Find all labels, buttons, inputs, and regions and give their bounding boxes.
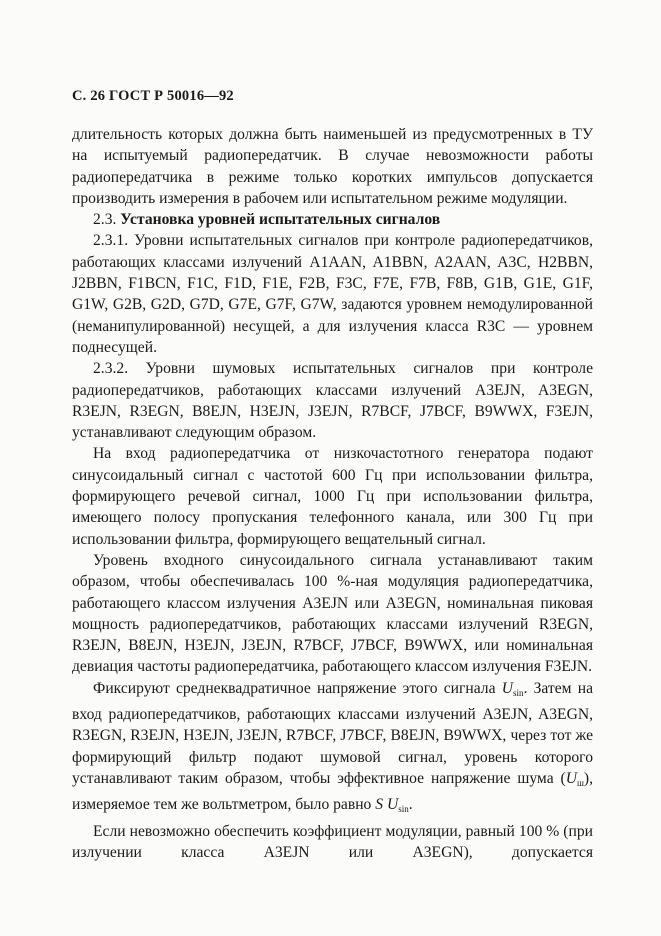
paragraph-measurement: Фиксируют среднеквадратичное напряжение этого сигнала $U_{sin}$. Затем на вход радиопередатчиков, работающих классами излучений A3EJN, A3EGN, R3EGN, R3EJN, H3EJN, J3EJN, R7BCF, J7BCF, B8EJN, B9WWX, через тот же формирующий фильтр подают шумовой сигнал, уровень которого устанавливают таким образом, чтобы эффективное напряжение шума $(U_ш)$, измеряемое тем же вольтметром, было равно S $U_{sin}$. xyxy=(72,679,593,815)
section-heading xyxy=(72,209,593,230)
paragraph-2-3-1: 2.3.1. Уровни испытательных сигналов при контроле радиопередатчиков, работающих классами излучений A1AAN, A1BBN, A2AAN, A3C, H2BBN, J2BBN, F1BCN, F1C, F1D, F1E, F2B, F3C, F7E, F7B, F8B, G1B, G1E, G1F, G1W, G2B, G2D, G7D, G7E, G7F, G7W, задаются уровнем немодулированной (неманипулированной) несущей, а для излучения класса R3C — уровнем поднесущей. xyxy=(72,232,593,356)
section-number: 2.3. xyxy=(93,211,117,229)
formula-symbol: S U xyxy=(375,796,399,814)
section-title: Установка уровней испытательных сигналов xyxy=(120,211,441,229)
noise-voltage-symbol: U xyxy=(565,769,577,787)
document-body xyxy=(72,124,593,863)
page-header: С. 26 ГОСТ Р 50016—92 xyxy=(72,88,234,104)
paragraph-input-signal: На вход радиопередатчика от низкочастотного генератора подают синусоидальный сигнал с частотой 600 Гц при использовании фильтра, формирующего речевой сигнал, 1000 Гц при использовании фильтра, имеющего полосу пропускания телефонного канала, или 300 Гц при использовании фильтра, формирующего вещательный сигнал. xyxy=(72,445,593,548)
paragraph-input-level: Уровень входного синусоидального сигнала устанавливают таким образом, чтобы обеспечивалась 100 %-ная модуляция радиопередатчика, работающего классом излучения A3EJN или A3EGN, номинальная пиковая мощность радиопередатчиков, работающих классами излучений R3EGN, R3EJN, B8EJN, H3EJN, J3EJN, R7BCF, J7BCF, B9WWX, или номинальная девиация частоты радиопередатчика, работающего классом излучения F3EJN. xyxy=(72,551,593,676)
paragraph-2-3-2: 2.3.2. Уровни шумовых испытательных сигналов при контроле радиопередатчиков, работающих классами излучений A3EJN, A3EGN, R3EJN, R3EGN, B8EJN, H3EJN, J3EJN, R7BCF, J7BCF, B9WWX, F3EJN, устанавливают следующим образом. xyxy=(72,360,593,442)
paragraph-modulation: Если невозможно обеспечить коэффициент модуляции, равный 100 % (при излучении класса A3EJN или A3EGN), допускается xyxy=(72,822,593,861)
paragraph-continuation: длительность которых должна быть наименьшей из предусмотренных в ТУ на испытуемый радиопередатчик. В случае невозможности работы радиопередатчика в режиме только коротких импульсов допускается производить измерения в рабочем или испытательном режиме модуляции. xyxy=(72,126,593,207)
voltage-symbol: U xyxy=(501,679,513,697)
document-page xyxy=(72,88,593,863)
